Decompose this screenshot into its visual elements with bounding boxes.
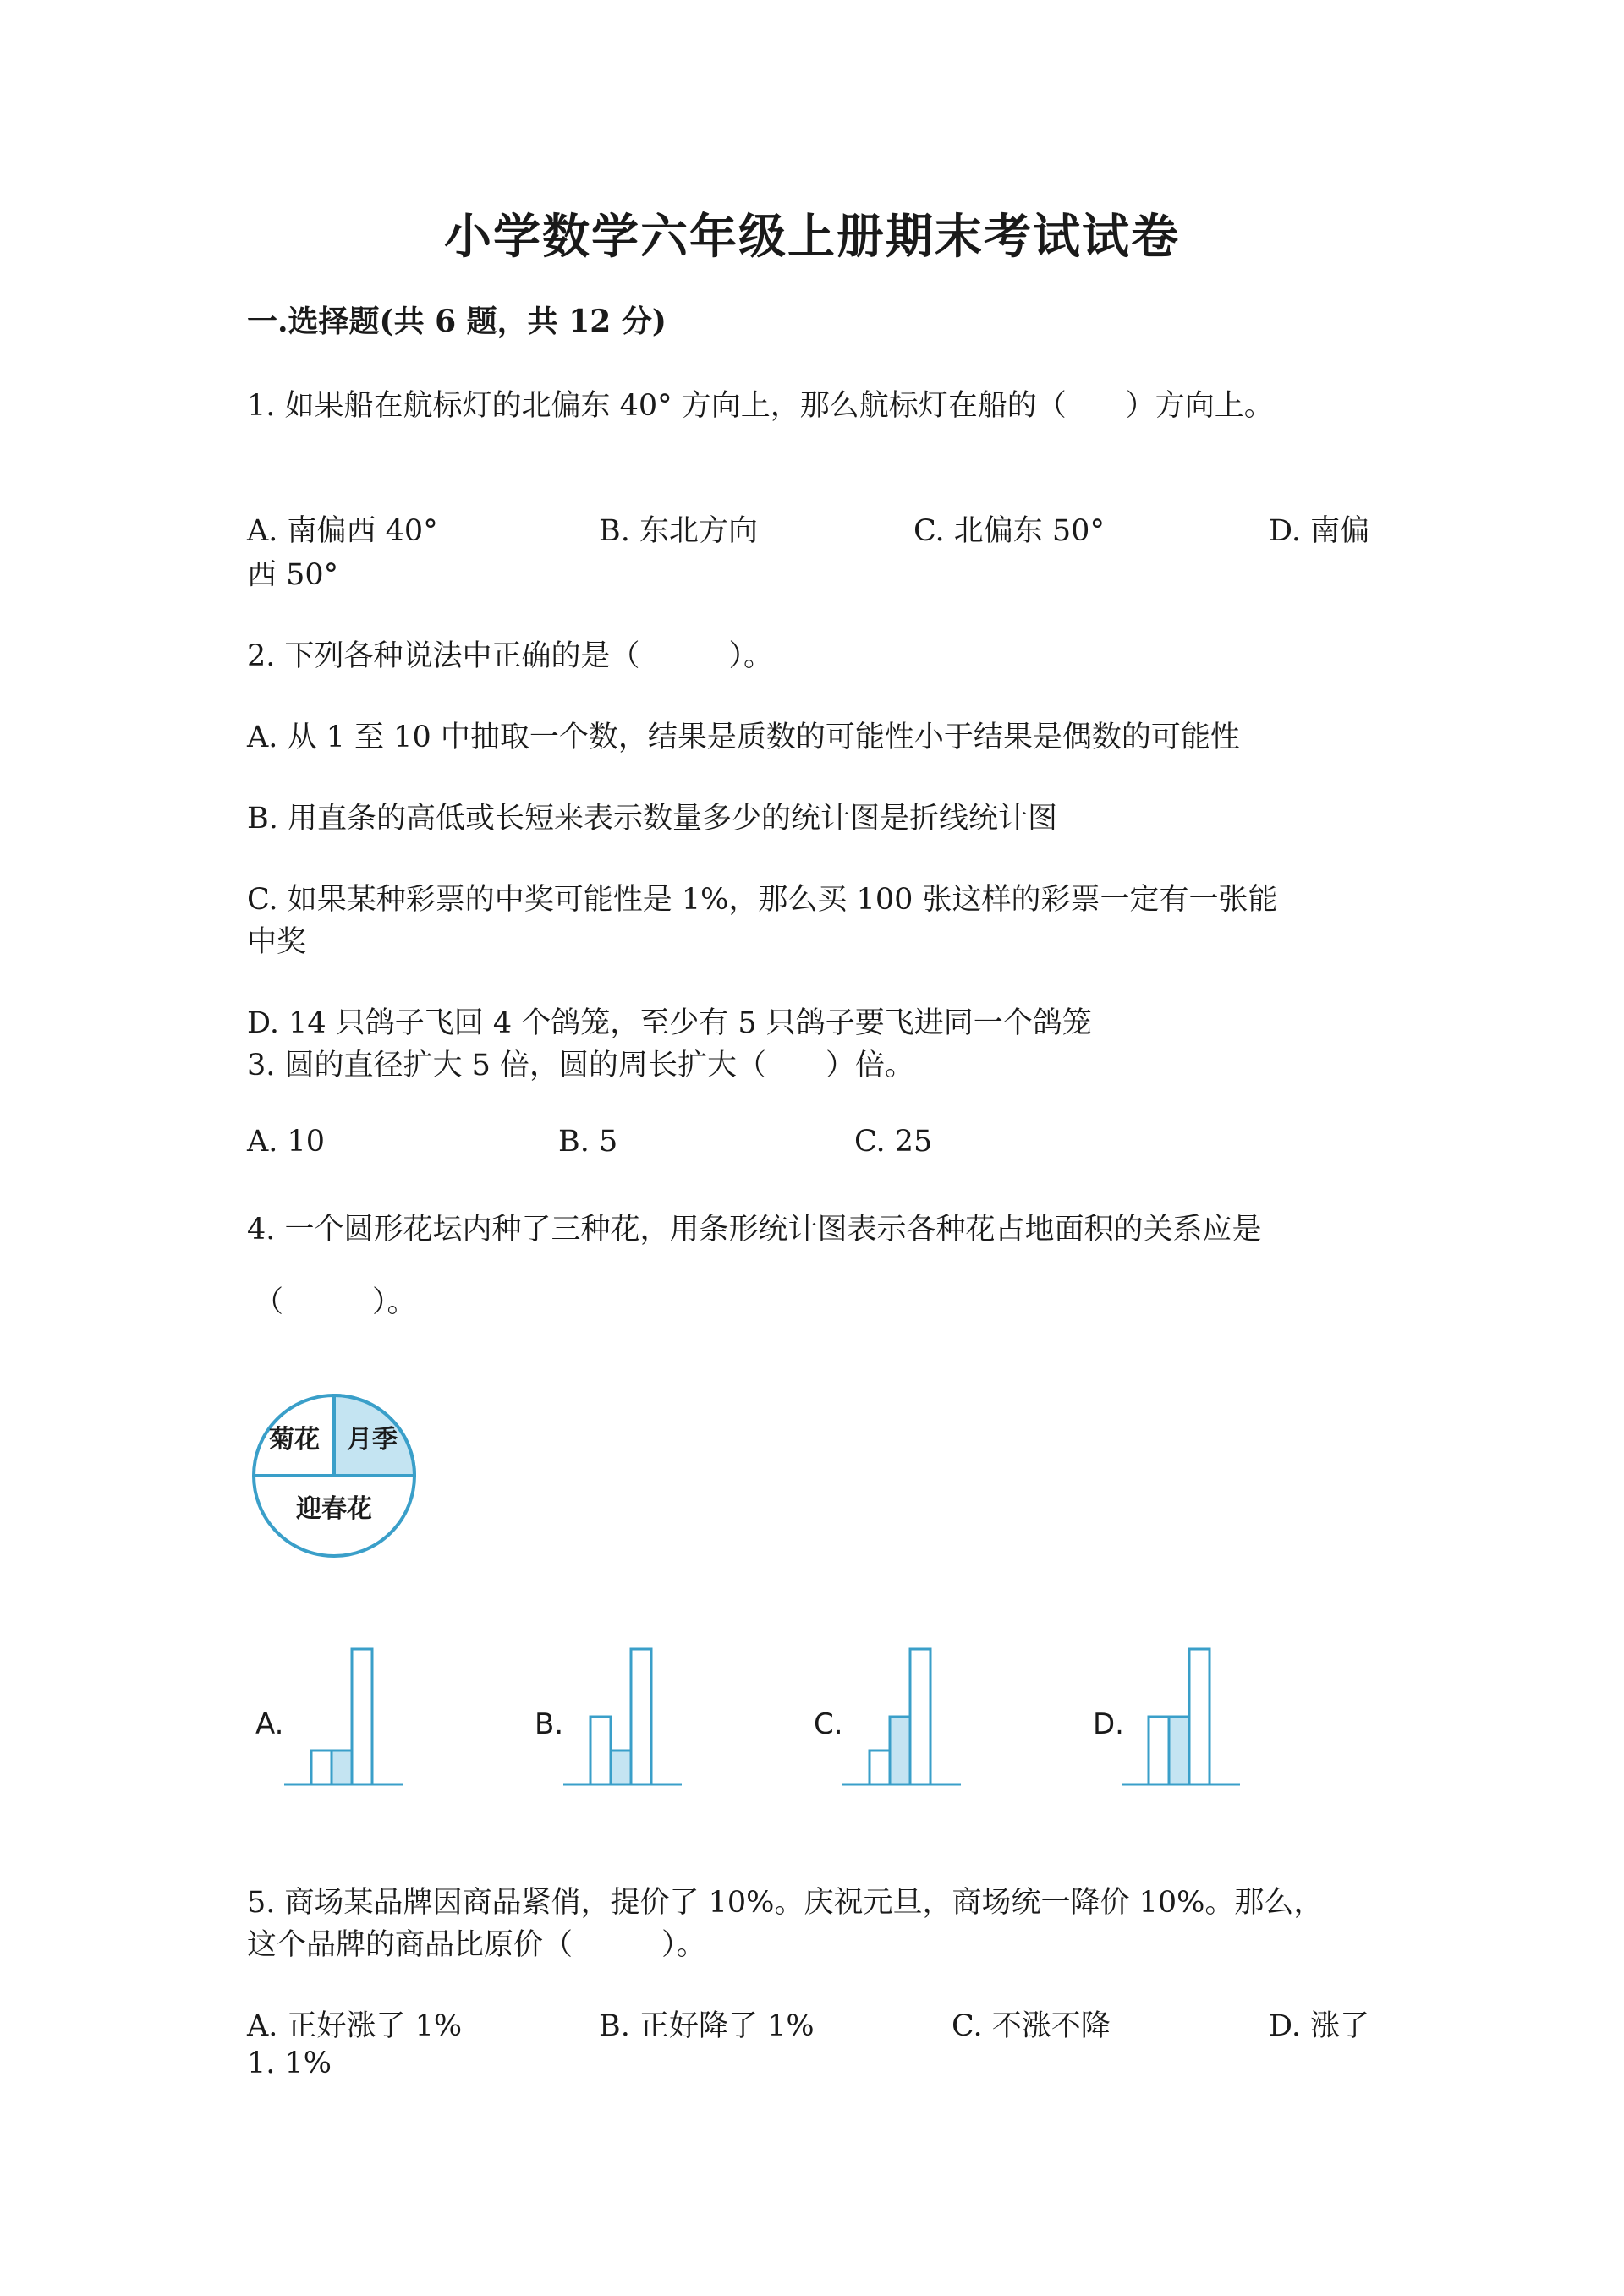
bar-option-a-bar-3	[352, 1649, 372, 1784]
question-3-option-a: A. 10	[247, 1125, 326, 1159]
question-1-option-d: D. 南偏	[1269, 514, 1370, 548]
bar-option-c-bar-1	[870, 1751, 890, 1784]
question-2-stem: 2. 下列各种说法中正确的是（ ）。	[247, 639, 774, 673]
question-1-option-b: B. 东北方向	[599, 514, 758, 548]
bar-option-b-bar-2	[611, 1751, 631, 1784]
page-title: 小学数学六年级上册期末考试试卷	[444, 209, 1180, 265]
question-2-option-d: D. 14 只鸽子飞回 4 个鸽笼，至少有 5 只鸽子要飞进同一个鸽笼	[247, 1006, 1092, 1040]
bar-option-b	[529, 1641, 690, 1805]
question-1-stem: 1. 如果船在航标灯的北偏东 40° 方向上，那么航标灯在船的（ ）方向上。	[247, 389, 1274, 423]
flower-pie-diagram	[245, 1387, 423, 1564]
bar-option-c	[809, 1641, 969, 1805]
bar-option-b-bar-3	[631, 1649, 651, 1784]
question-2-option-b: B. 用直条的高低或长短来表示数量多少的统计图是折线统计图	[247, 802, 1057, 836]
question-5-stem: 5. 商场某品牌因商品紧俏，提价了 10%。庆祝元旦，商场统一降价 10%。那么，	[247, 1886, 1324, 1920]
question-2-option-a: A. 从 1 至 10 中抽取一个数，结果是质数的可能性小于结果是偶数的可能性	[247, 721, 1240, 754]
bar-option-d-bar-2	[1169, 1717, 1189, 1784]
question-1-option-c: C. 北偏东 50°	[914, 514, 1105, 548]
question-5-option-a: A. 正好涨了 1%	[247, 2009, 463, 2043]
bar-option-d	[1088, 1641, 1248, 1805]
question-2-option-c: C. 如果某种彩票的中奖可能性是 1%，那么买 100 张这样的彩票一定有一张能	[247, 883, 1278, 917]
bar-option-a-label: A.	[255, 1707, 284, 1741]
bar-option-a	[250, 1641, 411, 1805]
question-1-option-d-cont: 西 50°	[247, 558, 339, 592]
bar-option-d-bar-1	[1149, 1717, 1169, 1784]
question-5-option-b: B. 正好降了 1%	[599, 2009, 815, 2043]
bar-option-c-label: C.	[814, 1707, 843, 1741]
bar-option-c-bar-3	[910, 1649, 930, 1784]
question-4-stem-cont: （ ）。	[254, 1285, 417, 1319]
question-3-option-c: C. 25	[854, 1125, 933, 1159]
question-1-option-a: A. 南偏西 40°	[247, 514, 438, 548]
bar-option-a-bar-1	[311, 1751, 332, 1784]
bar-option-c-bar-2	[890, 1717, 910, 1784]
question-2-option-c-cont: 中奖	[247, 925, 307, 959]
pie-label-yingchunhua: 迎春花	[296, 1494, 372, 1524]
question-5-option-c: C. 不涨不降	[952, 2009, 1111, 2043]
question-3-stem: 3. 圆的直径扩大 5 倍，圆的周长扩大（ ）倍。	[247, 1049, 915, 1082]
question-5-stem-cont: 这个品牌的商品比原价（ ）。	[247, 1928, 706, 1962]
question-5-option-d-cont: 1. 1%	[247, 2047, 332, 2080]
pie-label-juhua: 菊花	[269, 1425, 320, 1455]
bar-option-b-label: B.	[535, 1707, 564, 1741]
bar-option-d-label: D.	[1093, 1707, 1124, 1741]
question-5-option-d: D. 涨了	[1269, 2009, 1370, 2043]
section-heading: 一.选择题(共 6 题，共 12 分)	[247, 304, 667, 339]
bar-option-d-bar-3	[1189, 1649, 1210, 1784]
bar-option-b-bar-1	[590, 1717, 611, 1784]
question-4-stem: 4. 一个圆形花坛内种了三种花，用条形统计图表示各种花占地面积的关系应是	[247, 1213, 1262, 1247]
question-3-option-b: B. 5	[558, 1125, 618, 1159]
bar-option-a-bar-2	[332, 1751, 352, 1784]
pie-label-yueji: 月季	[347, 1425, 398, 1455]
